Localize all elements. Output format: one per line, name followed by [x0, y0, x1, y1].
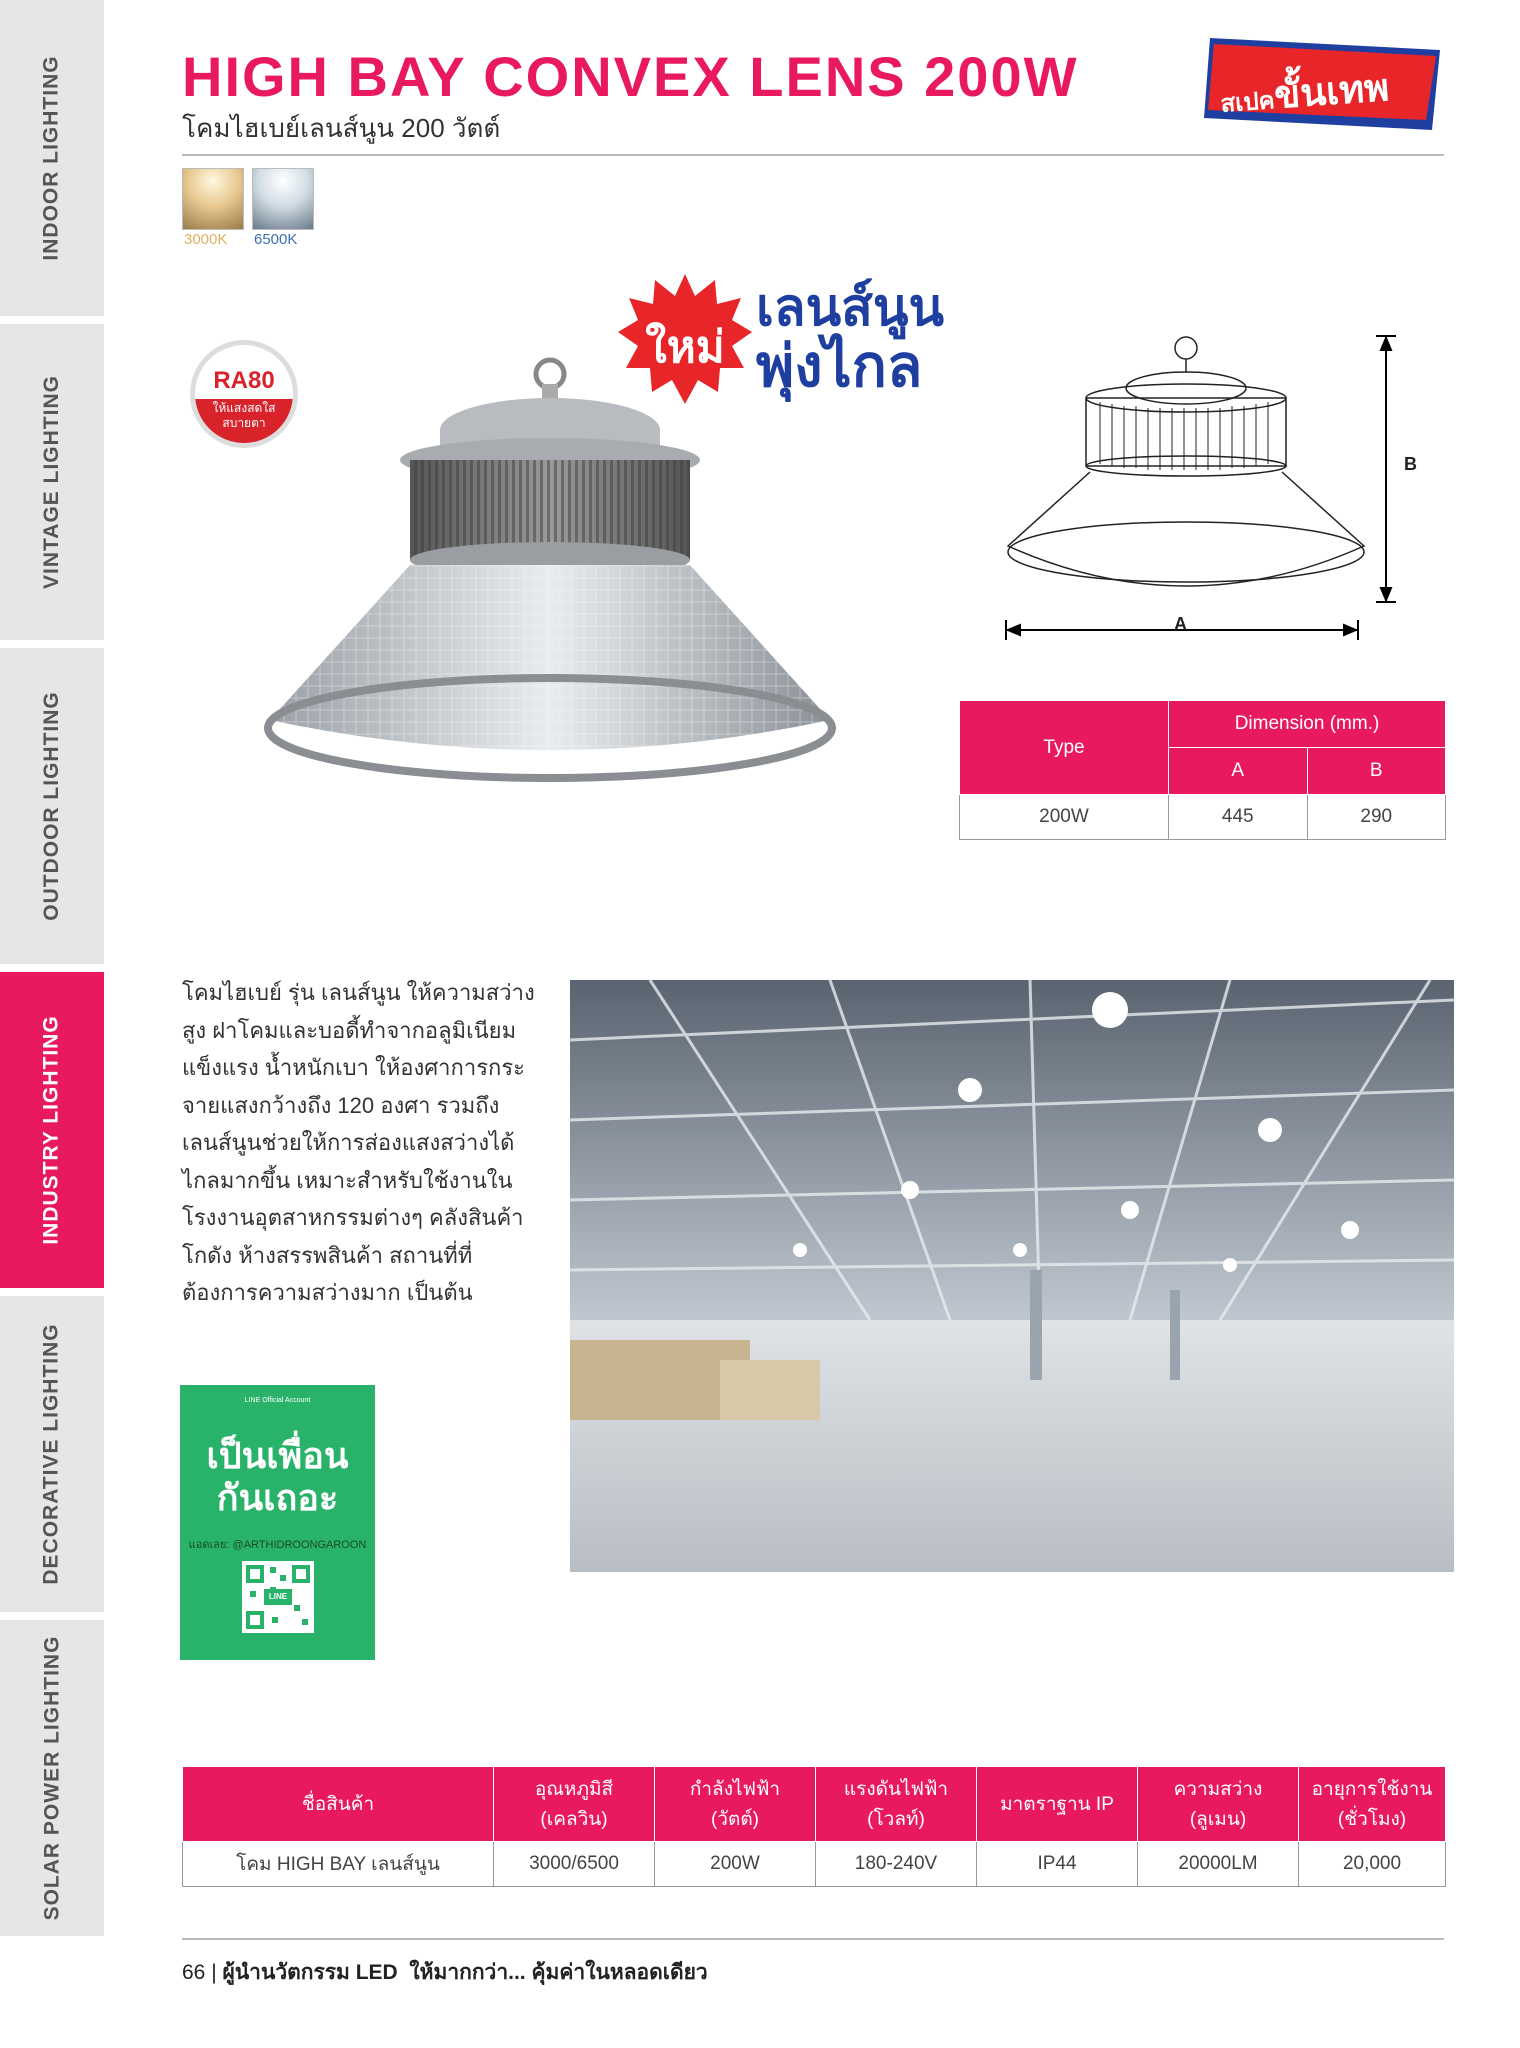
spec-cell-life: 20,000 — [1299, 1842, 1446, 1887]
page-title: HIGH BAY CONVEX LENS 200W — [182, 45, 1079, 108]
spec-header-power-l1: กำลังไฟฟ้า — [689, 1779, 781, 1800]
swatch-6500k-label: 6500K — [254, 231, 298, 248]
sidebar-tab-indoor[interactable] — [0, 0, 104, 316]
line-card-top: LINE Official Account — [244, 1397, 311, 1404]
dimension-header: Dimension (mm.) — [1169, 701, 1446, 748]
spec-header-voltage — [816, 1767, 977, 1842]
spec-header-name-l1: ชื่อสินค้า — [301, 1794, 375, 1815]
warehouse-photo-illustration — [570, 980, 1454, 1572]
sidebar-tab-vintage[interactable] — [0, 324, 104, 640]
sidebar-tab-decorative[interactable] — [0, 1296, 104, 1612]
line-card-id: แอดเลย: @ARTHIDROONGAROON — [188, 1539, 367, 1551]
line-card-line1: เป็นเพื่อน — [206, 1435, 349, 1476]
table-row — [960, 795, 1446, 840]
spec-header-life — [1299, 1767, 1446, 1842]
product-description: โคมไฮเบย์ รุ่น เลนส์นูน ให้ความสว่างสูง ฝาโคมและบอดี้ทำจากอลูมิเนียม แข็งแรง น้ำหนักเบา ให้องศาการกระจายแสงกว้างถึง 120 องศา รวมถึงเลนส์นูนช่วยให้การส่องแสงสว่างได้ไกลมากขึ้น เหมาะสำหรับใช้งานในโรงงานอุตสาหกรรมต่างๆ คลังสินค้า โกดัง ห้างสรรพสินค้า สถานที่ที่ต้องการความสว่างมาก เป็นต้น — [182, 980, 535, 1305]
swatch-3000k — [182, 168, 244, 230]
footer-separator: | — [211, 1961, 217, 1984]
header-divider — [182, 154, 1444, 156]
lens-line1: เลนส์นูน — [756, 279, 945, 337]
page-number: 66 — [182, 1961, 206, 1984]
footer-slogan-2: ให้มากกว่า... คุ้มค่าในหลอดเดียว — [409, 1961, 708, 1984]
swatch-3000k-label: 3000K — [184, 231, 228, 248]
ra80-line1: ให้แสงสดใส — [212, 401, 276, 415]
spec-cell-ip: IP44 — [977, 1842, 1138, 1887]
sidebar-tab-label: VINTAGE LIGHTING — [40, 375, 64, 589]
sidebar-tab-label: OUTDOOR LIGHTING — [40, 691, 63, 921]
dimension-a-cell: 445 — [1169, 795, 1308, 840]
footer-divider — [182, 1938, 1444, 1940]
spec-header-ip — [977, 1767, 1138, 1842]
spec-header-temp — [494, 1767, 655, 1842]
spec-cell-name: โคม HIGH BAY เลนส์นูน — [183, 1842, 494, 1887]
spec-header-lumen-l1: ความสว่าง — [1173, 1779, 1263, 1800]
dimension-table — [959, 700, 1446, 840]
footer — [182, 1956, 708, 1989]
spec-header-voltage-l1: แรงดันไฟฟ้า — [843, 1779, 949, 1800]
spec-cell-lumen: 20000LM — [1138, 1842, 1299, 1887]
spec-badge-prefix: สเปค — [1219, 87, 1276, 118]
spec-header-lumen-l2: (ลูเมน) — [1189, 1809, 1247, 1830]
qr-code-icon — [242, 1561, 314, 1633]
page-subtitle: โคมไฮเบย์เลนส์นูน 200 วัตต์ — [182, 113, 501, 143]
line-card-line2: กันเถอะ — [216, 1477, 339, 1518]
dimension-type-cell: 200W — [960, 795, 1169, 840]
spec-header-power — [655, 1767, 816, 1842]
spec-header-life-l2: (ชั่วโมง) — [1337, 1809, 1407, 1830]
spec-header-name — [183, 1767, 494, 1842]
spec-header-ip-l1: มาตราฐาน IP — [1000, 1794, 1114, 1815]
spec-badge-text — [1218, 56, 1391, 129]
footer-slogan-1: ผู้นำนวัตกรรม LED — [222, 1961, 398, 1984]
dimension-type-header: Type — [960, 701, 1169, 795]
spec-header-lumen — [1138, 1767, 1299, 1842]
dimension-diagram — [990, 326, 1430, 666]
sidebar-tab-label: DECORATIVE LIGHTING — [40, 1323, 63, 1585]
sidebar-tab-label: INDUSTRY LIGHTING — [40, 1015, 63, 1245]
dimension-col-b: B — [1307, 748, 1446, 795]
warehouse-photo — [570, 980, 1454, 1572]
spec-badge-main: ขั้นเทพ — [1272, 67, 1391, 118]
ra80-line2: สบายตา — [222, 416, 266, 430]
spec-header-temp-l1: อุณหภูมิสี — [534, 1779, 614, 1800]
spec-header-life-l1: อายุการใช้งาน — [1311, 1779, 1433, 1800]
swatch-6500k — [252, 168, 314, 230]
sidebar-tab-outdoor[interactable] — [0, 648, 104, 964]
spec-header-temp-l2: (เคลวิน) — [540, 1809, 608, 1830]
product-image — [260, 350, 850, 790]
sidebar-tab-industry[interactable] — [0, 972, 104, 1288]
lens-line2: พุ่งไกล — [756, 334, 923, 399]
lamp-outline-drawing — [990, 326, 1430, 666]
qr-line-logo: LINE — [264, 1589, 292, 1605]
spec-cell-power: 200W — [655, 1842, 816, 1887]
table-row — [183, 1842, 1446, 1887]
spec-table — [182, 1766, 1446, 1887]
dimension-b-cell: 290 — [1307, 795, 1446, 840]
new-badge-label: ใหม่ — [645, 323, 725, 372]
diagram-label-b: B — [1404, 454, 1417, 474]
sidebar-tab-label: SOLAR POWER LIGHTING — [40, 1635, 64, 1921]
spec-badge — [1204, 34, 1446, 134]
spec-cell-voltage: 180-240V — [816, 1842, 977, 1887]
diagram-label-a: A — [1174, 614, 1187, 634]
dimension-col-a: A — [1169, 748, 1308, 795]
spec-cell-temp: 3000/6500 — [494, 1842, 655, 1887]
sidebar-tab-label: INDOOR LIGHTING — [40, 55, 64, 261]
ra80-title: RA80 — [213, 367, 275, 394]
line-card[interactable] — [180, 1385, 375, 1660]
high-bay-lamp-illustration — [260, 350, 850, 790]
spec-header-power-l2: (วัตต์) — [710, 1809, 759, 1830]
sidebar-tab-solar[interactable] — [0, 1620, 104, 1936]
spec-header-voltage-l2: (โวลท์) — [867, 1809, 925, 1830]
